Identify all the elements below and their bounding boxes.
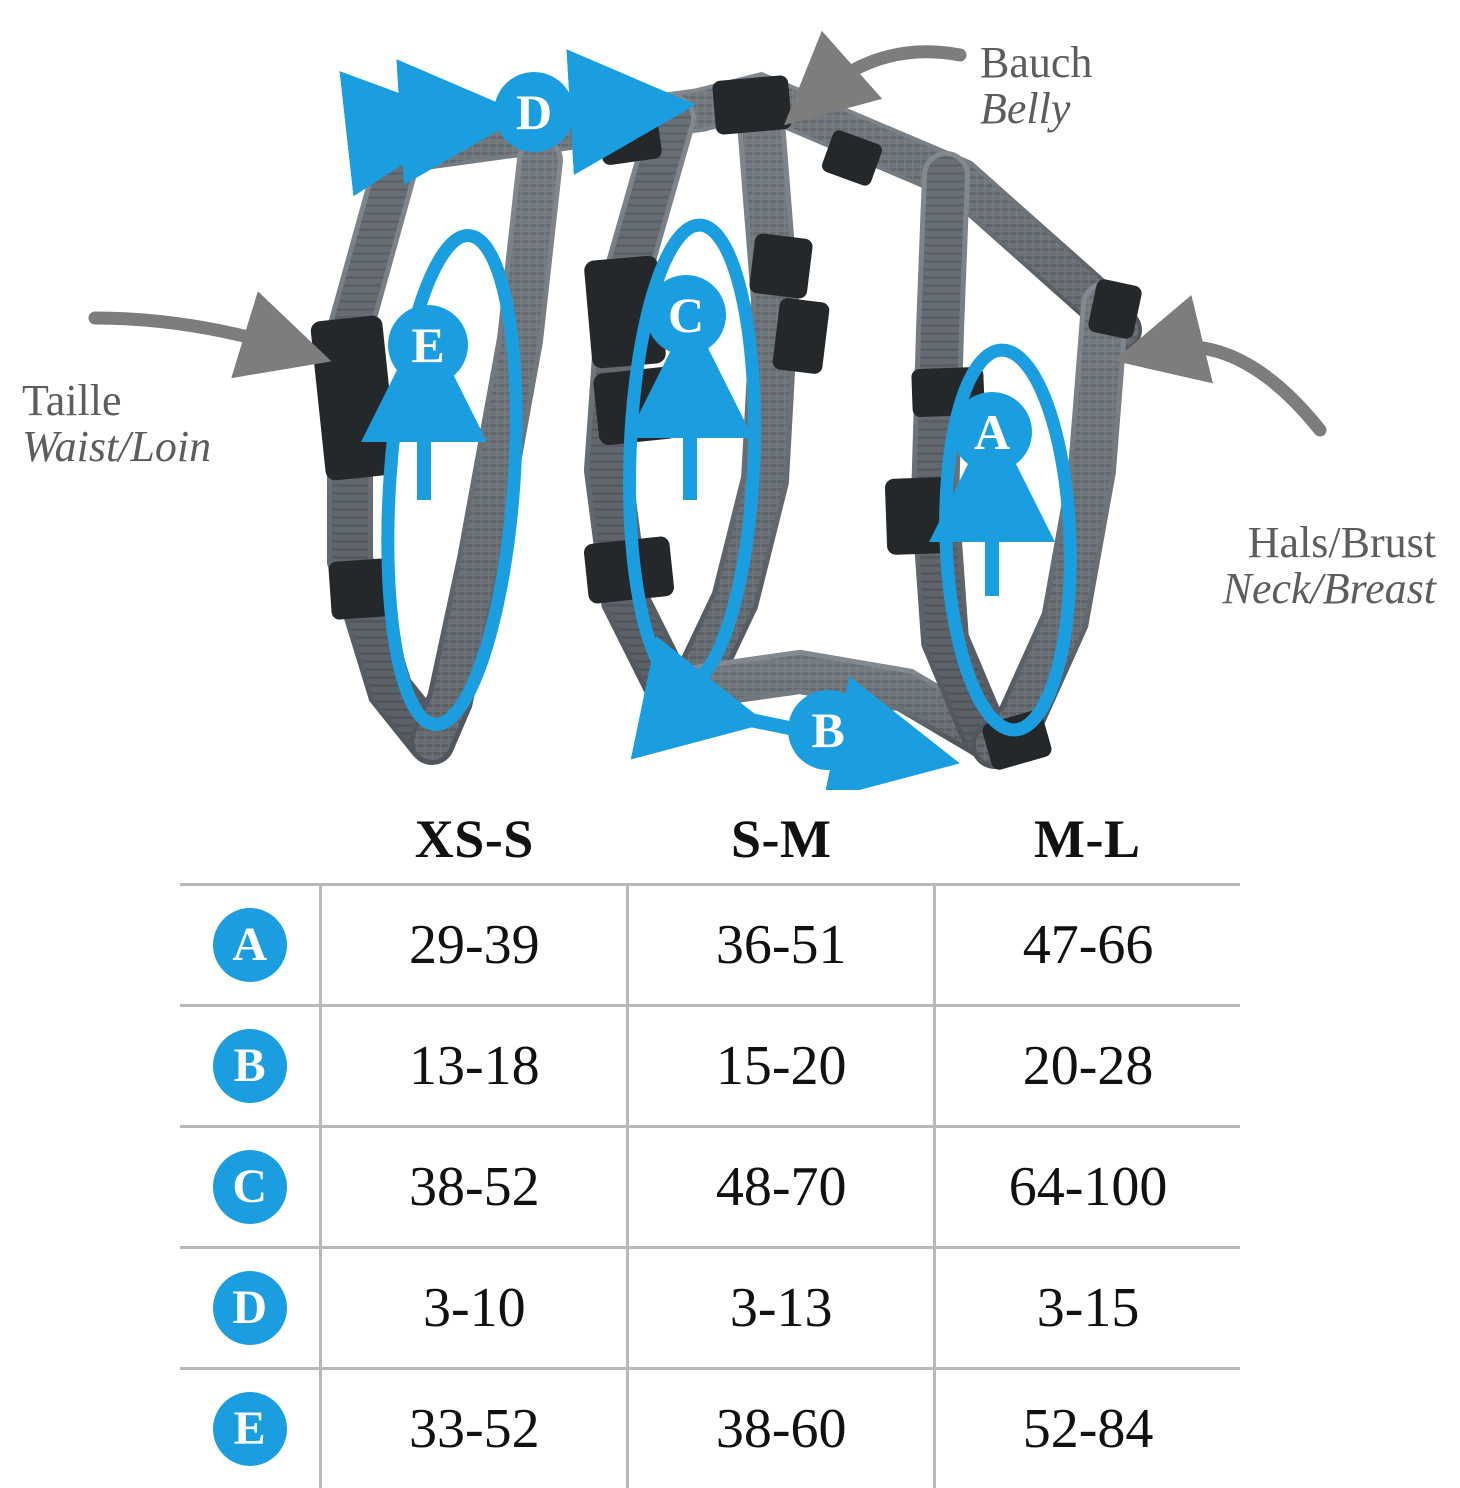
table-row [180, 1127, 1240, 1248]
svg-text:E: E [411, 317, 444, 373]
badge-c: C [213, 1150, 287, 1224]
cell-e-xs-s: 33-52 [321, 1369, 628, 1488]
label-taille-waist [22, 378, 211, 470]
label-hals-neck [1223, 520, 1436, 612]
label-bauch-de: Bauch [980, 40, 1092, 86]
badge-b: B [213, 1029, 287, 1103]
arrow-taille [95, 318, 288, 348]
table-row [180, 1006, 1240, 1127]
svg-text:A: A [974, 404, 1010, 460]
cell-b-m-l: 20-28 [935, 1006, 1240, 1127]
cell-c-s-m: 48-70 [628, 1127, 935, 1248]
cell-c-m-l: 64-100 [935, 1127, 1240, 1248]
table-row [180, 1369, 1240, 1488]
label-taille-en: Waist/Loin [22, 424, 211, 470]
row-label-c [180, 1127, 321, 1248]
cell-a-xs-s: 29-39 [321, 885, 628, 1006]
table-row [180, 1248, 1240, 1369]
cell-d-m-l: 3-15 [935, 1248, 1240, 1369]
table-row [180, 885, 1240, 1006]
row-label-d [180, 1248, 321, 1369]
label-bauch-belly [980, 40, 1092, 132]
cell-b-xs-s: 13-18 [321, 1006, 628, 1127]
label-hals-de: Hals/Brust [1223, 520, 1436, 566]
table-header-row [180, 795, 1240, 885]
cell-c-xs-s: 38-52 [321, 1127, 628, 1248]
svg-text:B: B [811, 702, 844, 758]
cell-a-m-l: 47-66 [935, 885, 1240, 1006]
cell-e-m-l: 52-84 [935, 1369, 1240, 1488]
badge-e: E [213, 1392, 287, 1466]
label-bauch-en: Belly [980, 86, 1092, 132]
badge-a: A [213, 908, 287, 982]
arrow-bauch [818, 52, 960, 95]
table-corner-cell [180, 795, 321, 885]
badge-d: D [213, 1271, 287, 1345]
size-chart-table [180, 795, 1240, 1488]
row-label-e [180, 1369, 321, 1488]
arrow-hals [1158, 347, 1320, 430]
row-label-a [180, 885, 321, 1006]
column-header-s-m: S-M [628, 795, 935, 885]
cell-e-s-m: 38-60 [628, 1369, 935, 1488]
cell-d-s-m: 3-13 [628, 1248, 935, 1369]
column-header-xs-s: XS-S [321, 795, 628, 885]
label-hals-en: Neck/Breast [1223, 566, 1436, 612]
label-taille-de: Taille [22, 378, 211, 424]
cell-d-xs-s: 3-10 [321, 1248, 628, 1369]
cell-a-s-m: 36-51 [628, 885, 935, 1006]
column-header-m-l: M-L [935, 795, 1240, 885]
row-label-b [180, 1006, 321, 1127]
cell-b-s-m: 15-20 [628, 1006, 935, 1127]
svg-text:C: C [668, 287, 704, 343]
svg-text:D: D [516, 84, 552, 140]
